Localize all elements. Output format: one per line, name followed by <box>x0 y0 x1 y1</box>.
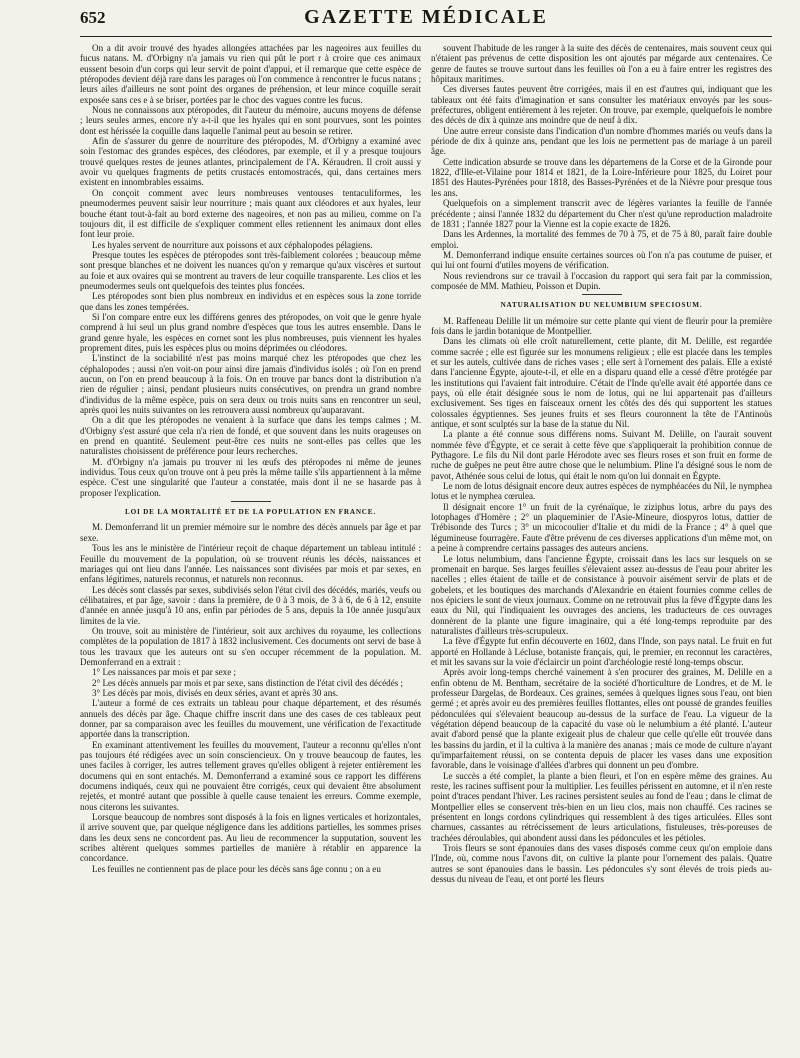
paragraph: 1° Les naissances par mois et par sexe ; <box>92 667 237 678</box>
paragraph: La fève d'Égypte fut enfin découverte en 1602, dans l'Inde, son pays natal. Le fruit en fut apporté en Hollande à Lécluse, botaniste français, qui, le premier, en reconnut les caractères, et mit les savans sur la voie d'éclaircir un point d'archéologie resté long-temps obscur. <box>431 636 772 667</box>
paragraph: Lorsque beaucoup de nombres sont disposés à la fois en lignes verticales et horizontales, il arrive souvent que, par quelque négligence dans les additions partielles, les sommes prises dans les deux sens ne concordent pas. Au lieu de recommencer la supputation, souvent les scribes altèrent quelques sommes partielles de manière à rétablir en apparence la concordance. <box>80 812 421 864</box>
paragraph: Les feuilles ne contiennent pas de place pour les décès sans âge connu ; on a eu <box>92 863 381 874</box>
paragraph: Si l'on compare entre eux les différens genres des ptéropodes, on voit que le genre hyale comprend à lui seul un plus grand nombre d'espèces que tous les autres ensemble. Dans le grand genre hyale, les espèces en cornet sont les plus nombreuses, puis viennent les hyales proprement dites, puis les espèces plus ou moins déprimées ou cléodores. <box>80 311 421 353</box>
section-heading-nelumbium: NATURALISATION DU NELUMBIUM SPECIOSUM. <box>500 301 703 310</box>
section-heading-mortality: LOI DE LA MORTALITÉ ET DE LA POPULATION EN FRANCE. <box>124 508 376 517</box>
paragraph: 2° Les décès annuels par mois et par sexe, sans distinction de l'état civil des décédés ; <box>92 677 404 688</box>
paragraph: Nous ne connaissons aux ptéropodes, dit l'auteur du mémoire, aucuns moyens de défense ; leurs seules armes, encore n'y a-t-il que les hyales qui en sont pourvues, sont les pointes dont est hérissée la coquille dans laquelle l'animal peut au besoin se retirer. <box>80 105 421 136</box>
left-column-paragraphs <box>80 43 421 498</box>
paragraph: Presque toutes les espèces de ptéropodes sont très-faiblement colorées ; beaucoup même sont presque blanches et ne doivent les nuances qu'on y remarque qu'aux viscères et surtout au foie et aux ovaires qui se montrent au travers de leur coquille transparente. Les clios et les pneumodermes seuls ont quelquefois des teintes plus foncées. <box>80 249 421 291</box>
paragraph: souvent l'habitude de les ranger à la suite des décès de centenaires, mais souvent ceux qui n'étaient pas prévenus de cette disposition les ont ajoutés par mégarde aux centenaires. Ce genre de fautes se trouve surtout dans les feuilles où l'on a eu à faire entrer les registres des hôpitaux maritimes. <box>431 43 772 85</box>
paragraph: Le succès a été complet, la plante a bien fleuri, et l'on en espère même des graines. Au reste, les racines suffisent pour la multiplier. Les feuilles périssent en automne, et il n'en reste point d'traces pendant l'hiver. Les racines persistent seules au fond de l'eau ; dans le climat de Montpellier elles se conservent très-bien en un lieu clos, mais non chauffé. Ces racines se présentent en longs cordons cylindriques qui ressemblent à des tiges articulées. Elles sont charnues, cassantes au rétrécissement de leurs articulations, fistuleuses, très-poreuses de trachées déroulables, qui abondent aussi dans les pédoncules et les pétioles. <box>431 770 772 843</box>
paragraph: On trouve, soit au ministère de l'intérieur, soit aux archives du royaume, les collections complètes de la population de 1817 à 1832 inclusivement. Ces documents ont servi de base à tous les travaux que les auteurs ont su s'en occuper récemment de la population. M. Demonferrand en a extrait : <box>80 625 421 667</box>
page-header <box>80 6 772 37</box>
paragraph: On a dit que les ptéropodes ne venaient à la surface que dans les temps calmes ; M. d'Orbigny s'est assuré que cela n'a rien de fondé, et que souvent dans les nuits orageuses on en prend en quantité. Seulement peut-être ces nuits ne sont-elles pas celles que les naturalistes choisissent de préférence pour leurs recherches. <box>80 415 421 457</box>
paragraph: Après avoir long-temps cherché vainement à s'en procurer des graines, M. Delille en a enfin obtenu de M. Bentham, secrétaire de la société d'horticulture de Londres, et de M. le professeur Dargelas, de Bordeaux. Ces graines, semées à quelques lignes sous l'eau, ont bien germé ; et après avoir eu des premières feuilles flottantes, elles ont poussé de grandes feuilles pédonculées qui s'élevaient beaucoup au-dessus de la surface de l'eau. La vigueur de la végétation dépend beaucoup de la capacité du vase où le nelumbium a été planté. L'auteur avait d'abord pensé que la plante exigeait plus de chaleur que celle qu'elle eût trouvée dans les bassins du jardin, et il la cultiva à la manière des ananas ; mais ce mode de culture n'ayant qu'imparfaitement réussi, on se contenta depuis de placer les vases dans une exposition favorable, dans le voisinage d'allées d'arbres qui donnent un peu d'ombre. <box>431 667 772 771</box>
paragraph: Les hyales servent de nourriture aux poissons et aux céphalopodes pélagiens. <box>92 239 373 250</box>
paragraph: Les ptéropodes sont bien plus nombreux en individus et en espèces sous la zone torride que dans les zones tempérées. <box>80 291 421 312</box>
paragraph: 3° Les décès par mois, divisés en deux séries, avant et après 30 ans. <box>92 687 339 698</box>
page-number: 652 <box>80 8 106 27</box>
mortality-section-paragraphs <box>80 522 421 874</box>
nelumbium-section-paragraphs <box>431 316 772 885</box>
paragraph: Les décès sont classés par sexes, subdivisés selon l'état civil des décédés, mariés, veufs ou célibataires, et par âge, savoir : dans la première, de 0 à 3 mois, de 3 à 6, de 6 à 12, ensuite d'année en année jusqu'à 10 ans, enfin par périodes de 5 ans, depuis la 10e année jusqu'aux limites de la vie. <box>80 584 421 626</box>
paragraph: Le lotus nelumbium, dans l'ancienne Égypte, croissait dans les lacs sur lesquels on se promenait en barque. Ses larges feuilles s'élevaient assez au-dessus de l'eau pour abriter les nacelles ; elles étaient de taille et de consistance à pouvoir aisément servir de plats et de gobelets, et les boutiques des marchands d'Alexandrie en étaient fournies comme celles de nos épiciers le sont de vieux journaux. Comme on ne retrouvait plus la fève d'Égypte dans les eaux du Nil, qui l'indiquaient les ouvrages des anciens, les traducteurs de ces ouvrages donnèrent de la plante une figure imaginaire, qui a été long-temps reproduite par des naturalistes d'ailleurs très-scrupuleux. <box>431 553 772 636</box>
paragraph: En examinant attentivement les feuilles du mouvement, l'auteur a reconnu qu'elles n'ont pas toujours été rédigées avec un soin consciencieux. On y trouve beaucoup de fautes, les unes faciles à corriger, les autres tellement graves qu'elles obligent à rejeter entièrement les documens qui en sont entachés. M. Demonferrand a examiné sous ce rapport les différens documens indiqués, ceux qui ne pouvaient être corrigés, ceux qui devaient être absolument rejetés, et montré autant que possible à quelle cause tenaient les erreurs. Comme exemple, nous citerons les suivantes. <box>80 739 421 812</box>
paragraph: L'auteur a formé de ces extraits un tableau pour chaque département, et des résumés annuels des décès par âge. Chaque chiffre inscrit dans une des cases de ces tableaux peut donner, par sa comparaison avec les feuilles du mouvement, une vérification de l'exactitude apportée dans la transcription. <box>80 698 421 740</box>
paragraph: Dans les Ardennes, la mortalité des femmes de 70 à 75, et de 75 à 80, paraît faire double emploi. <box>431 229 772 250</box>
right-column-paragraphs <box>431 43 772 291</box>
paragraph: Une autre erreur consiste dans l'indication d'un nombre d'hommes mariés ou veufs dans la période de dix à quinze ans, pendant que les lois ne permettent pas de mariage à un pareil âge. <box>431 125 772 157</box>
paragraph: On conçoit comment avec leurs nombreuses ventouses tentaculiformes, les pneumodermes peuvent saisir leur nourriture ; mais quant aux cléodores et aux hyales, leur bouche étant tout-à-fait au bord externe des nageoires, et non pas au milieu, comme on l'a toujours dit, il est difficile de s'expliquer comment elles retiennent les animaux dont elles font leur proie. <box>80 187 421 240</box>
paragraph: Ces diverses fautes peuvent être corrigées, mais il en est d'autres qui, indiquant que les tableaux ont été faits d'imagination et sans consulter les matériaux envoyés par les sous-préfectures, obligent entièrement à les rejeter. On trouve, par exemple, quelquefois le nombre des décès de dix à quinze ans moindre que de neuf à dix. <box>431 84 772 126</box>
section-divider <box>231 501 271 502</box>
paragraph: Dans les climats où elle croît naturellement, cette plante, dit M. Delille, est regardée comme sacrée ; elle est figurée sur les monumens religieux ; elle est placée dans les temples et sur les autels, cultivée dans de riches vases ; elle sert à l'ornement des palais. Elle a existé dans l'ancienne Égypte, ajoute-t-il, et elle en a disparu quand elle a cessé d'être protégée par les institutions qui l'avaient fait introduire. C'était de l'Inde qu'elle avait été apportée dans ce pays, où elle était désignée sous le nom de lotus, qui ne lui appartenait pas d'ailleurs exclusivement. Ses tiges en faisceaux ornent les côtés des dés qui supportent les statues colossales égyptiennes. Ses jeunes fruits et ses fleurs couronnent la tête de l'Antinoüs antique, et sont sculptés sur la base de la statue du Nil. <box>431 336 772 430</box>
paragraph: L'instinct de la sociabilité n'est pas moins marqué chez les ptéropodes que chez les céphalopodes ; aussi n'en voit-on pour ainsi dire jamais d'individus isolés ; où l'on en prend aucun, on l'on en prend beaucoup à la fois. On en trouve par bancs dont la distribution n'a rien de régulier ; ainsi, pendant plusieurs nuits consécutives, on prendra un grand nombre d'individus de la même espèce, puis on sera deux ou trois nuits sans en rencontrer un seul, après quoi les nuits suivantes on les retrouvera aussi nombreux qu'auparavant. <box>80 353 421 416</box>
paragraph: M. Raffeneau Delille lit un mémoire sur cette plante qui vient de fleurir pour la première fois dans le jardin botanique de Montpellier. <box>431 315 772 336</box>
paragraph: Nous reviendrons sur ce travail à l'occasion du rapport qui sera fait par la commission, composée de MM. Mathieu, Poisson et Dupin. <box>431 270 772 291</box>
right-column <box>431 43 772 1055</box>
paragraph: M. Demonferrand indique ensuite certaines sources où l'on n'a pas coutume de puiser, et qui lui ont fourni d'utiles moyens de vérification. <box>431 249 772 271</box>
paragraph: M. Demonferrand lit un premier mémoire sur le nombre des décès annuels par âge et par sexe. <box>80 522 421 543</box>
text-columns <box>80 43 772 1055</box>
paragraph: Le nom de lotus désignait encore deux autres espèces de nymphéacées du Nil, le nymphea lotus et le nymphea cœrulea. <box>431 481 772 502</box>
paragraph: Quelquefois on a simplement transcrit avec de légères variantes la feuille de l'année précédente ; ainsi l'année 1832 du département du Cher n'est qu'une reproduction maladroite de 1831 ; l'année 1827 pour la Vienne est la copie exacte de 1826. <box>431 198 772 229</box>
paragraph: Cette indication absurde se trouve dans les départemens de la Corse et de la Gironde pour 1822, d'Ille-et-Vilaine pour 1814 et 1821, de la Loire-Inférieure pour 1825, du Loiret pour 1851 des Hautes-Pyrénées pour 1818, des Basses-Pyrénées et de la Nièvre pour presque tous les ans. <box>431 156 772 198</box>
paragraph: M. d'Orbigny n'a jamais pu trouver ni les œufs des ptéropodes ni même de jeunes individus. Tous ceux qu'on trouve ont à peu près la même taille s'ils appartiennent à la même espèce. C'est une singularité que l'auteur a constatée, mais dont il ne se hasarde pas à proposer l'explication. <box>80 456 421 498</box>
left-column <box>80 43 421 1055</box>
paragraph: Il désignait encore 1° un fruit de la cyrénaïque, le ziziphus lotus, arbre du pays des lotophages d'Homère ; 2° un plaqueminier de l'Asie-Mineure, diospyros lotus, dattier de Trébisonde des Turcs ; 3° un micocoulier d'Italie et du midi de la France ; 4° à quel que légumineuse fourragère. Faute d'être prévenu de ces diverses applications d'un même mot, on a peine à comprendre certains passages des auteurs anciens. <box>431 501 772 554</box>
paragraph: Trois fleurs se sont épanouies dans des vases disposés comme ceux qu'on emploie dans l'Inde, où, comme nous l'avons dit, on cultive la plante pour l'ornement des palais. Quatre autres se sont épanouies dans le bassin. Les pédoncules s'y sont élevés de trois pieds au-dessus du niveau de l'eau, et ont porté les fleurs <box>431 843 772 885</box>
paragraph: La plante a été connue sous différens noms. Suivant M. Delille, on l'aurait souvent nommée fève d'Égypte, et ce serait à cette fève que s'appliquerait la prohibition connue de Pythagore. Le fils du Nil dont parle Hérodote avec ses fleurs roses et son fruit en forme de ruche de guêpes ne peut être autre chose que le nelumbium. Pline l'a désigné sous le nom de pavot, Athénée sous celui de lotus, qui était le nom qu'on lui donnait en Égypte. <box>431 429 772 481</box>
paragraph: Tous les ans le ministère de l'intérieur reçoit de chaque département un tableau intitulé : Feuille du mouvement de la population, où se trouvent réunis les décès, naissances et mariages qui ont lieu dans l'année. Les naissances sont divisées par mois et par sexes, en enfans légitimes, naturels reconnus, et naturels non reconnus. <box>80 543 421 585</box>
section-divider <box>582 294 622 295</box>
paragraph: On a dit avoir trouvé des hyades allongées attachées par les nageoires aux feuilles du fucus natans. M. d'Orbigny n'a jamais vu rien qui pût le port r à croire que ces animaux eussent besoin d'un corps qui leur servit de point d'appui, et il remarque que cette espèce de ptéropodes devient déjà rare dans les parages où l'on commence à rencontrer le fucus natans ; leurs ailes d'ailleurs ne sont point des organes de préhension, et leur mince coquille serait exposée sans ces e à se briser, portées par le choc des vagues contre les fucus. <box>80 43 421 105</box>
paragraph: Afin de s'assurer du genre de nourriture des ptéropodes, M. d'Orbigny a examiné avec soin l'estomac des grandes espèces, des cléodores, par exemple, et il y a presque toujours trouvé quelques restes de jeunes atlantes, principalement de l'A. Kéraudren. Il croit aussi y avoir vu quelques fragments de petits crustacés entomostracés, qui, dans certaines mers existent en innombrables essaims. <box>80 136 421 188</box>
journal-title: GAZETTE MÉDICALE <box>304 6 548 28</box>
